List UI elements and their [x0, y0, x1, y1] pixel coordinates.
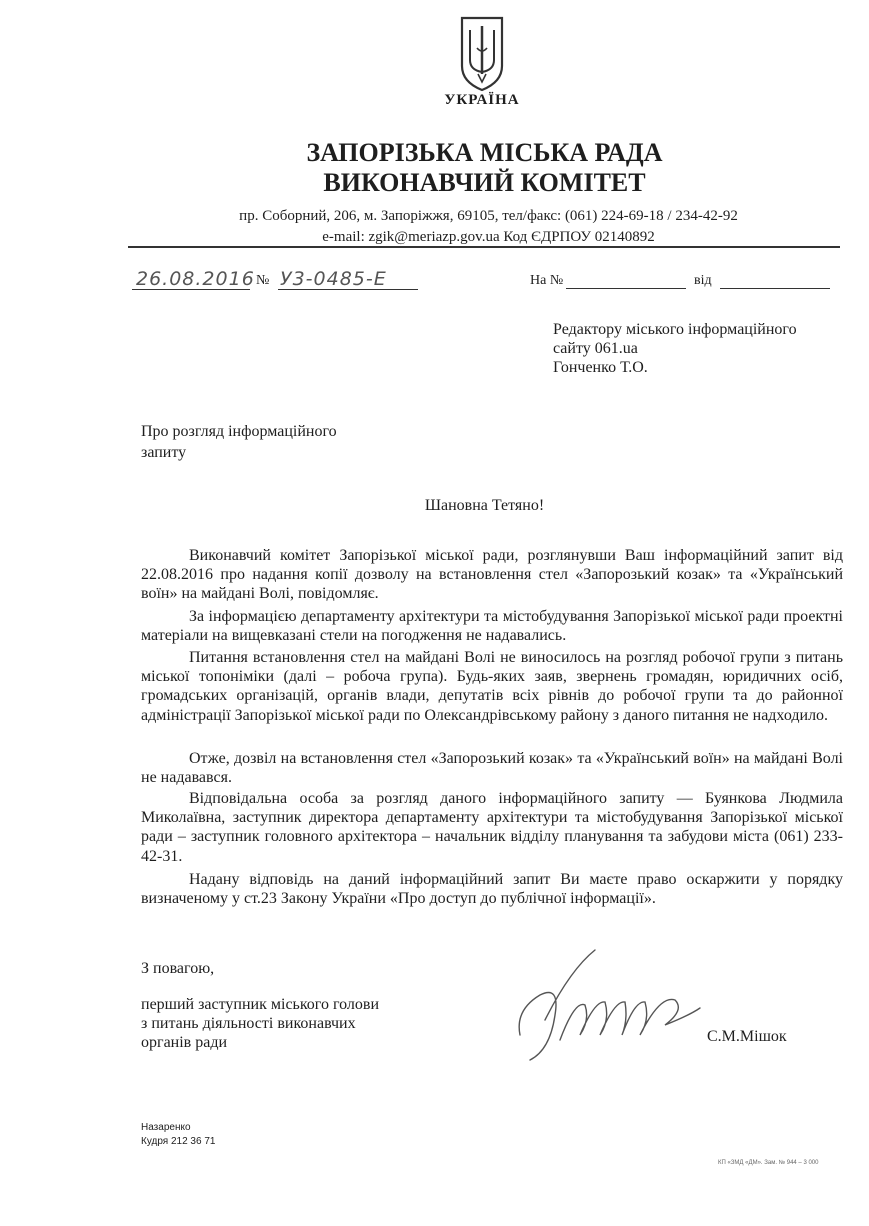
outgoing-number-label: №	[256, 273, 270, 288]
position-line: органів ради	[141, 1034, 228, 1051]
organization-subname: ВИКОНАВЧИЙ КОМІТЕТ	[323, 168, 646, 197]
addressee-block	[553, 320, 797, 377]
incoming-number-label: На №	[530, 273, 564, 288]
incoming-date-label: від	[694, 273, 712, 288]
print-mark: КП «ЗМД «ДМ». Зам. № 944 – 3 000	[718, 1160, 819, 1166]
body-paragraph: За інформацією департаменту архітектури та містобудування Запорізької міської ради проектні матеріали на вищевказані стели на погодження не надавались.	[141, 608, 843, 645]
contacts-line: e-mail: zgik@meriazp.gov.ua Код ЄДРПОУ 02140892	[322, 229, 655, 245]
executor-phone: Кудря 212 36 71	[141, 1136, 216, 1147]
position-line: з питань діяльності виконавчих	[141, 1015, 356, 1032]
organization-name: ЗАПОРІЗЬКА МІСЬКА РАДА	[306, 138, 663, 167]
address-line: пр. Соборний, 206, м. Запоріжжя, 69105, тел/факс: (061) 224-69-18 / 234-42-92	[239, 208, 738, 224]
executor-block	[141, 1121, 215, 1149]
signer-position	[141, 995, 379, 1052]
outgoing-number: У3-0485-Е	[280, 268, 387, 290]
addressee-line: сайту 061.ua	[553, 340, 638, 357]
header-divider	[128, 246, 840, 248]
addressee-line: Гонченко Т.О.	[553, 359, 648, 376]
address-block	[0, 206, 869, 248]
body-paragraph: Питання встановлення стел на майдані Волі не виносилось на розгляд робочої групи з питань міської топоніміки (далі – робоча група). Будь-яких заяв, звернень громадян, юридичних осіб, громадських організацій, органів влади, депутатів всіх рівнів до робочої групи та до районної адміністрації Запорізької міської ради по Олександрівському району з даного питання не надходило.	[141, 649, 843, 724]
incoming-date-blank	[720, 288, 830, 289]
body-paragraph: Надану відповідь на даний інформаційний запит Ви маєте право оскаржити у порядку визначеному у ст.23 Закону України «Про доступ до публічної інформації».	[141, 871, 843, 908]
body-paragraph: Отже, дозвіл на встановлення стел «Запорозький козак» та «Український воїн» на майдані Волі не надавався.	[141, 750, 843, 787]
handwritten-signature-icon	[500, 940, 720, 1070]
subject-line: Про розгляд інформаційного	[141, 423, 337, 440]
closing-regards: З повагою,	[141, 960, 215, 977]
incoming-number-blank	[566, 288, 686, 289]
position-line: перший заступник міського голови	[141, 996, 380, 1013]
executor-name: Назаренко	[141, 1122, 191, 1133]
subject-block	[141, 421, 337, 463]
country-name: УКРАЇНА	[444, 92, 520, 108]
body-paragraph: Виконавчий комітет Запорізької міської ради, розглянувши Ваш інформаційний запит від 22.08.2016 про надання копії дозволу на встановлення стел «Запорозький козак» та «Український воїн» на майдані Волі, повідомляє.	[141, 547, 843, 603]
subject-line: запиту	[141, 444, 187, 461]
addressee-line: Редактору міського інформаційного	[553, 321, 797, 338]
trident-emblem-icon	[457, 14, 507, 94]
outgoing-number-underline	[278, 289, 418, 290]
greeting: Шановна Тетяно!	[424, 497, 545, 514]
outgoing-date-underline	[132, 289, 250, 290]
signer-name: С.М.Мішок	[707, 1028, 787, 1045]
outgoing-date: 26.08.2016	[136, 268, 255, 290]
body-paragraph: Відповідальна особа за розгляд даного інформаційного запиту — Буянкова Людмила Миколаївна, заступник директора департаменту архітектури та містобудування Запорізької міської ради – заступник головного архітектора – начальник відділу планування та забудови міста (061) 233-42-31.	[141, 790, 843, 865]
